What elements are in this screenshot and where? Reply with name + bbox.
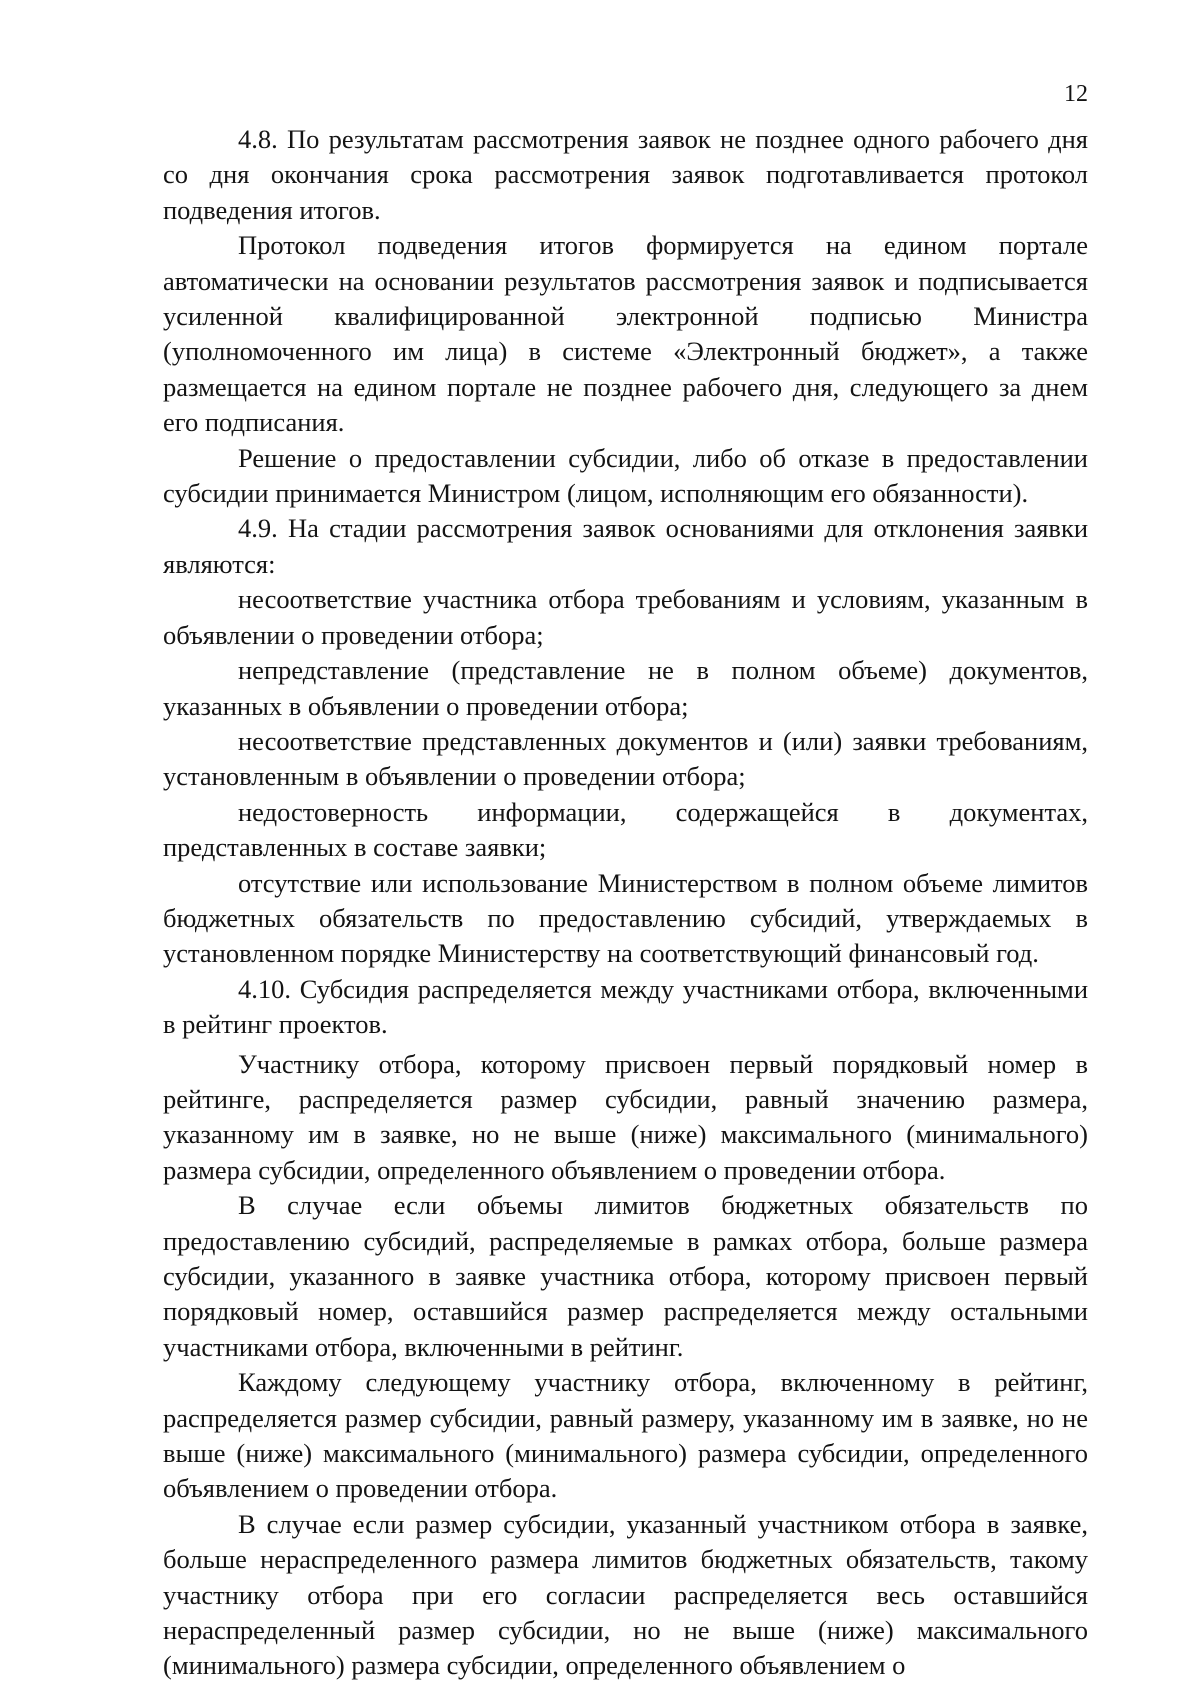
list-item-documents-mismatch: несоответствие представленных документов и (или) заявки требованиям, установленным в объявлении о проведении отбора;	[163, 725, 1088, 792]
list-item-limits-exhausted: отсутствие или использование Министерством в полном объеме лимитов бюджетных обязательств по предоставлению субсидий, утверждаемых в установленном порядке Министерству на соответствующий финансовый год.	[163, 867, 1088, 969]
paragraph-4-8: 4.8. По результатам рассмотрения заявок не позднее одного рабочего дня со дня окончания срока рассмотрения заявок подготавливается протокол подведения итогов.	[163, 124, 1088, 225]
paragraph-decision: Решение о предоставлении субсидии, либо об отказе в предоставлении субсидии принимается Министром (лицом, исполняющим его обязанности).	[163, 442, 1088, 509]
paragraph-4-9: 4.9. На стадии рассмотрения заявок основаниями для отклонения заявки являются:	[163, 513, 1088, 579]
paragraph-first-participant: Участнику отбора, которому присвоен первый порядковый номер в рейтинге, распределяется размер субсидии, равный значению размера, указанному им в заявке, но не выше (ниже) максимального (минимального) размера субсидии, определенного объявлением о проведении отбора.	[163, 1048, 1088, 1185]
list-item-unreliable-info: недостоверность информации, содержащейся в документах, представленных в составе заявки;	[163, 796, 1088, 863]
list-item-noncompliance: несоответствие участника отбора требованиям и условиям, указанным в объявлении о проведении отбора;	[163, 584, 1088, 650]
paragraph-remaining-limits: В случае если объемы лимитов бюджетных обязательств по предоставлению субсидий, распределяемые в рамках отбора, больше размера субсидии, указанного в заявке участника отбора, которому присвоен первый порядковый номер, оставшийся размер распределяется между остальными участниками отбора, включенными в рейтинг.	[163, 1190, 1088, 1362]
list-item-nonsubmission: непредставление (представление не в полном объеме) документов, указанных в объявлении о проведении отбора;	[163, 655, 1088, 721]
page-number: 12	[1064, 81, 1088, 107]
document-body	[163, 122, 1088, 1684]
paragraph-4-10: 4.10. Субсидия распределяется между участниками отбора, включенными в рейтинг проектов.	[163, 973, 1088, 1040]
paragraph-next-participant: Каждому следующему участнику отбора, включенному в рейтинг, распределяется размер субсидии, равный размеру, указанному им в заявке, но не выше (ниже) максимального (минимального) размера субсидии, определенного объявлением о проведении отбора.	[163, 1367, 1088, 1504]
paragraph-undistributed: В случае если размер субсидии, указанный участником отбора в заявке, больше нераспределенного размера лимитов бюджетных обязательств, такому участнику отбора при его согласии распределяется весь оставшийся нераспределенный размер субсидии, но не выше (ниже) максимального (минимального) размера субсидии, определенного объявлением о	[163, 1508, 1088, 1681]
paragraph-protocol: Протокол подведения итогов формируется на едином портале автоматически на основании результатов рассмотрения заявок и подписывается усиленной квалифицированной электронной подписью Министра (уполномоченного им лица) в системе «Электронный бюджет», а также размещается на едином портале не позднее рабочего дня, следующего за днем его подписания.	[163, 230, 1088, 438]
